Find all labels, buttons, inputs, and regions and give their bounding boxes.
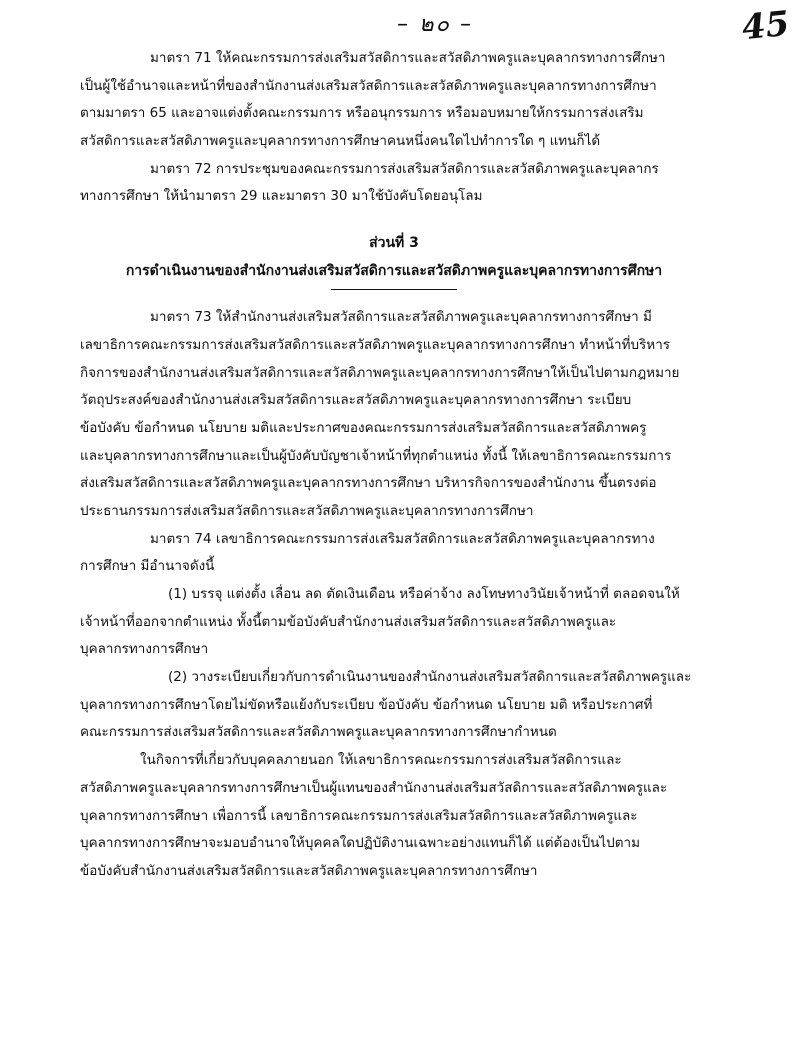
- text-line: บุคลากรทางการศึกษาจะมอบอำนาจให้บุคคลใดปฏิบัติงานเฉพาะอย่างแทนก็ได้ แต่ต้องเป็นไปตาม: [80, 835, 640, 852]
- document-body: [80, 45, 708, 886]
- text-line: คณะกรรมการส่งเสริมสวัสดิการและสวัสดิภาพครูและบุคลากรทางการศึกษากำหนด: [80, 724, 557, 741]
- text-line: การศึกษา มีอำนาจดังนี้: [80, 558, 215, 575]
- closing-paragraph: [80, 747, 708, 885]
- text-line: มาตรา 74 เลขาธิการคณะกรรมการส่งเสริมสวัสดิการและสวัสดิภาพครูและบุคลากรทาง: [150, 530, 655, 547]
- text-line: และบุคลากรทางการศึกษาและเป็นผู้บังคับบัญชาเจ้าหน้าที่ทุกตำแหน่ง ทั้งนี้ ให้เลขาธิการคณะกรรมการ: [80, 447, 672, 464]
- text-line: (1) บรรจุ แต่งตั้ง เลื่อน ลด ตัดเงินเดือน หรือค่าจ้าง ลงโทษทางวินัยเจ้าหน้าที่ ตลอดจนให้: [168, 586, 680, 602]
- text-line: ตามมาตรา 65 และอาจแต่งตั้งคณะกรรมการ หรืออนุกรรมการ หรือมอบหมายให้กรรมการส่งเสริม: [80, 105, 644, 122]
- text-line: สวัสดิการและสวัสดิภาพครูและบุคลากรทางการศึกษาคนหนึ่งคนใดไปทำการใด ๆ แทนก็ได้: [80, 133, 601, 150]
- section-74-item-1: [80, 581, 708, 664]
- text-line: เป็นผู้ใช้อำนาจและหน้าที่ของสำนักงานส่งเสริมสวัสดิการและสวัสดิภาพครูและบุคลากรทางการศึกษา: [80, 77, 657, 94]
- handwritten-page-stamp: 45: [740, 3, 792, 49]
- section-72: [80, 156, 708, 211]
- text-line: มาตรา 71 ให้คณะกรรมการส่งเสริมสวัสดิการและสวัสดิภาพครูและบุคลากรทางการศึกษา: [150, 50, 666, 66]
- text-line: ข้อบังคับ ข้อกำหนด นโยบาย มติและประกาศของคณะกรรมการส่งเสริมสวัสดิการและสวัสดิภาพครู: [80, 419, 647, 436]
- text-line: บุคลากรทางการศึกษา เพื่อการนี้ เลขาธิการคณะกรรมการส่งเสริมสวัสดิการและสวัสดิภาพครูและ: [80, 807, 638, 824]
- text-line: กิจการของสำนักงานส่งเสริมสวัสดิการและสวัสดิภาพครูและบุคลากรทางการศึกษาให้เป็นไปตามกฎหมาย: [80, 364, 680, 381]
- text-line: เลขาธิการคณะกรรมการส่งเสริมสวัสดิการและสวัสดิภาพครูและบุคลากรทางการศึกษา ทำหน้าที่บริหาร: [80, 336, 671, 353]
- text-line: ข้อบังคับสำนักงานส่งเสริมสวัสดิการและสวัสดิภาพครูและบุคลากรทางการศึกษา: [80, 862, 538, 879]
- text-line: บุคลากรทางการศึกษาโดยไม่ขัดหรือแย้งกับระเบียบ ข้อบังคับ ข้อกำหนด นโยบาย มติ หรือประกาศที่: [80, 696, 653, 713]
- section-74: [80, 526, 708, 581]
- text-line: เจ้าหน้าที่ออกจากตำแหน่ง ทั้งนี้ตามข้อบังคับสำนักงานส่งเสริมสวัสดิการและสวัสดิภาพครูและ: [80, 613, 617, 630]
- text-line: มาตรา 72 การประชุมของคณะกรรมการส่งเสริมสวัสดิการและสวัสดิภาพครูและบุคลากร: [150, 160, 659, 177]
- section-73: [80, 304, 708, 526]
- text-line: ในกิจการที่เกี่ยวกับบุคคลภายนอก ให้เลขาธิการคณะกรรมการส่งเสริมสวัสดิการและ: [140, 752, 622, 769]
- text-line: ทางการศึกษา ให้นำมาตรา 29 และมาตรา 30 มาใช้บังคับโดยอนุโลม: [80, 188, 483, 205]
- text-line: สวัสดิภาพครูและบุคลากรทางการศึกษาเป็นผู้แทนของสำนักงานส่งเสริมสวัสดิการและสวัสดิภาพครูและ: [80, 779, 668, 796]
- section-71: [80, 45, 708, 156]
- text-line: วัตถุประสงค์ของสำนักงานส่งเสริมสวัสดิการและสวัสดิภาพครูและบุคลากรทางการศึกษา ระเบียบ: [80, 392, 632, 409]
- page-number: – ๒๐ –: [397, 12, 473, 37]
- text-line: ส่งเสริมสวัสดิการและสวัสดิภาพครูและบุคลากรทางการศึกษา บริหารกิจการของสำนักงาน ขึ้นตรงต่อ: [80, 475, 657, 492]
- section-74-item-2: [80, 664, 708, 747]
- text-line: ประธานกรรมการส่งเสริมสวัสดิการและสวัสดิภาพครูและบุคลากรทางการศึกษา: [80, 502, 534, 519]
- part-label: ส่วนที่ 3: [369, 235, 419, 252]
- part-heading: [80, 229, 708, 290]
- text-line: มาตรา 73 ให้สำนักงานส่งเสริมสวัสดิการและสวัสดิภาพครูและบุคลากรทางการศึกษา มี: [150, 309, 652, 326]
- text-line: บุคลากรทางการศึกษา: [80, 641, 209, 658]
- text-line: (2) วางระเบียบเกี่ยวกับการดำเนินงานของสำนักงานส่งเสริมสวัสดิการและสวัสดิภาพครูและ: [168, 669, 692, 686]
- part-title: การดำเนินงานของสำนักงานส่งเสริมสวัสดิการและสวัสดิภาพครูและบุคลากรทางการศึกษา: [125, 263, 663, 280]
